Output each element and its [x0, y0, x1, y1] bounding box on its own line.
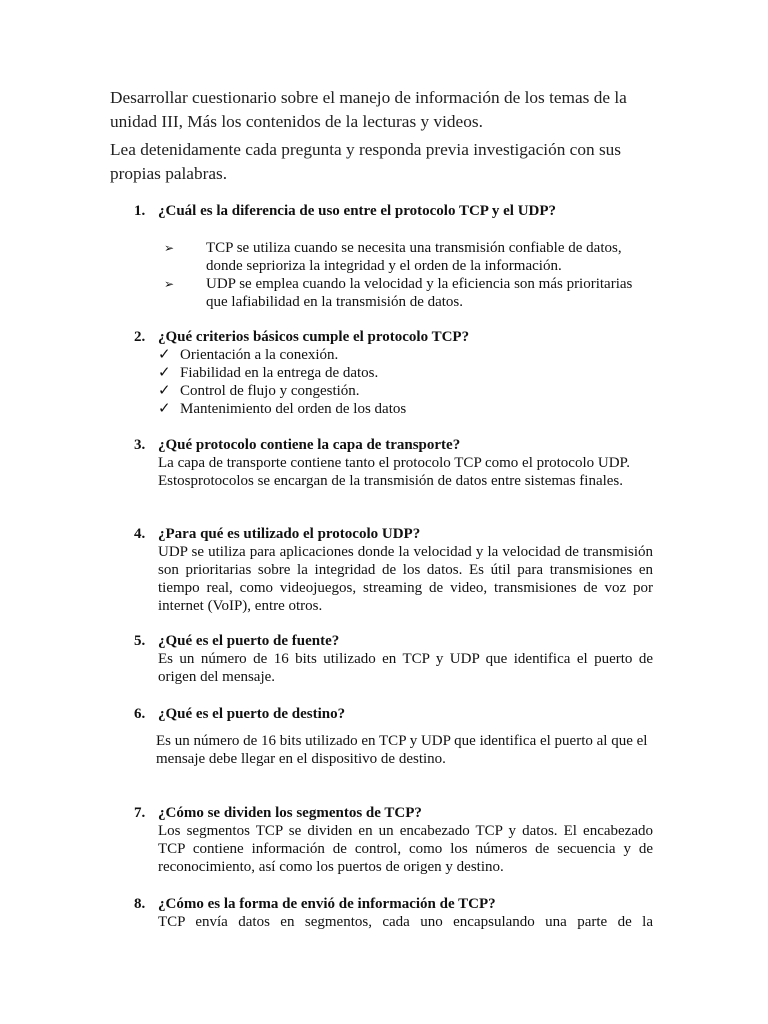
check-mark-icon: ✓ — [158, 365, 171, 381]
checklist-text: Control de flujo y congestión. — [180, 383, 360, 399]
question-number: 1. — [134, 203, 146, 219]
intro-paragraph-1: Desarrollar cuestionario sobre el manejo de información de los temas de la unidad III, Más los contenidos de la lecturas y videos. — [110, 88, 627, 131]
question-title: ¿Qué es el puerto de destino? — [158, 706, 346, 722]
checklist-text: Mantenimiento del orden de los datos — [180, 401, 407, 417]
checklist-text: Fiabilidad en la entrega de datos. — [180, 365, 379, 381]
check-mark-icon: ✓ — [158, 383, 171, 399]
question-title: ¿Cómo se dividen los segmentos de TCP? — [158, 805, 422, 821]
answer-text: Los segmentos TCP se dividen en un encabezado TCP y datos. El encabezado TCP contiene información de control, como los números de secuencia y de reconocimiento, así como los puertos de origen y destino. — [158, 823, 653, 875]
arrow-bullet-icon: ➢ — [164, 241, 175, 255]
bullet-text: TCP se utiliza cuando se necesita una transmisión confiable de datos, donde seprioriza la integridad y el orden de la información. — [206, 240, 622, 274]
question-title: ¿Cuál es la diferencia de uso entre el protocolo TCP y el UDP? — [158, 203, 557, 219]
question-title: ¿Cómo es la forma de envió de información de TCP? — [158, 896, 496, 912]
question-number: 7. — [134, 805, 146, 821]
check-mark-icon: ✓ — [158, 347, 171, 363]
question-number: 5. — [134, 633, 146, 649]
question-title: ¿Qué protocolo contiene la capa de transporte? — [158, 437, 461, 453]
question-title: ¿Qué criterios básicos cumple el protocolo TCP? — [158, 329, 470, 345]
checklist-text: Orientación a la conexión. — [180, 347, 339, 363]
question-title: ¿Qué es el puerto de fuente? — [158, 633, 340, 649]
answer-text: UDP se utiliza para aplicaciones donde la velocidad y la velocidad de transmisión son prioritarias sobre la integridad de los datos. Es útil para transmisiones en tiempo real, como videojuegos, streaming de video, transmisiones de voz por internet (VoIP), entre otros. — [158, 544, 653, 614]
question-number: 2. — [134, 329, 146, 345]
question-number: 4. — [134, 526, 146, 542]
question-title: ¿Para qué es utilizado el protocolo UDP? — [158, 526, 421, 542]
check-mark-icon: ✓ — [158, 401, 171, 417]
intro-paragraph-2: Lea detenidamente cada pregunta y responda previa investigación con sus propias palabras. — [110, 140, 622, 183]
arrow-bullet-icon: ➢ — [164, 277, 175, 291]
answer-text: Es un número de 16 bits utilizado en TCP y UDP que identifica el puerto de origen del mensaje. — [158, 651, 653, 685]
bullet-text: UDP se emplea cuando la velocidad y la eficiencia son más prioritarias que lafiabilidad en la transmisión de datos. — [206, 276, 633, 310]
question-number: 8. — [134, 896, 146, 912]
answer-text: TCP envía datos en segmentos, cada uno encapsulando una parte de la — [158, 914, 653, 930]
answer-text: La capa de transporte contiene tanto el protocolo TCP como el protocolo UDP. Estosprotocolos se encargan de la transmisión de datos entre sistemas finales. — [158, 455, 630, 489]
question-number: 3. — [134, 437, 146, 453]
answer-text: Es un número de 16 bits utilizado en TCP y UDP que identifica el puerto al que el mensaje debe llegar en el dispositivo de destino. — [156, 733, 648, 767]
question-number: 6. — [134, 706, 146, 722]
